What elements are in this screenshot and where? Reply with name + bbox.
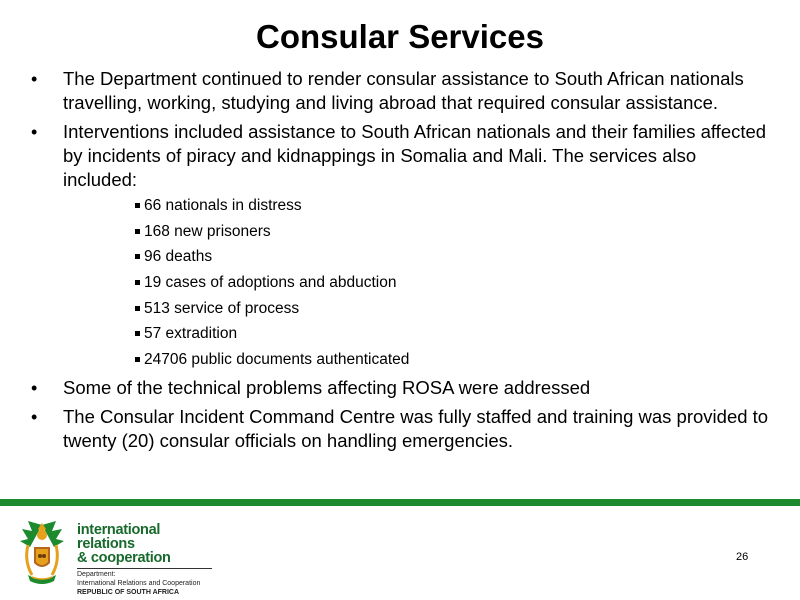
- coat-of-arms-icon: [18, 519, 66, 592]
- bullet-text: Interventions included assistance to South African nationals and their families affected by incidents of piracy and kidnappings in Somalia and Mali. The services also included:: [63, 121, 767, 190]
- bullet-item: • The Consular Incident Command Centre was fully staffed and training was provided to twenty (20) consular officials on handling emergencies.: [31, 405, 771, 453]
- sub-item: 24706 public documents authenticated: [135, 350, 771, 370]
- sub-item: 513 service of process: [135, 299, 771, 319]
- sub-item: 168 new prisoners: [135, 222, 771, 242]
- country-name: REPUBLIC OF SOUTH AFRICA: [77, 589, 180, 596]
- slide-title: Consular Services: [256, 18, 544, 55]
- wordmark-line: & cooperation: [77, 550, 171, 566]
- bullet-item: • Some of the technical problems affecting ROSA were addressed: [31, 376, 771, 400]
- sub-item: 66 nationals in distress: [135, 196, 771, 216]
- bullet-item: • The Department continued to render consular assistance to South African nationals travelling, working, studying and living abroad that required consular assistance.: [31, 67, 771, 115]
- sub-item: 96 deaths: [135, 247, 771, 267]
- footer-divider: [0, 499, 800, 506]
- department-name: International Relations and Cooperation: [77, 579, 201, 587]
- slide-content: [31, 67, 771, 458]
- sub-item: 19 cases of adoptions and abduction: [135, 273, 771, 293]
- wordmark-divider: [77, 568, 212, 569]
- sub-list: [135, 196, 771, 370]
- bullet-item: [31, 120, 771, 370]
- wordmark-line: international relations: [77, 522, 161, 552]
- page-number: 26: [736, 551, 749, 563]
- department-wordmark: [77, 523, 212, 597]
- department-label: Department:: [77, 571, 116, 578]
- sub-item: 57 extradition: [135, 324, 771, 344]
